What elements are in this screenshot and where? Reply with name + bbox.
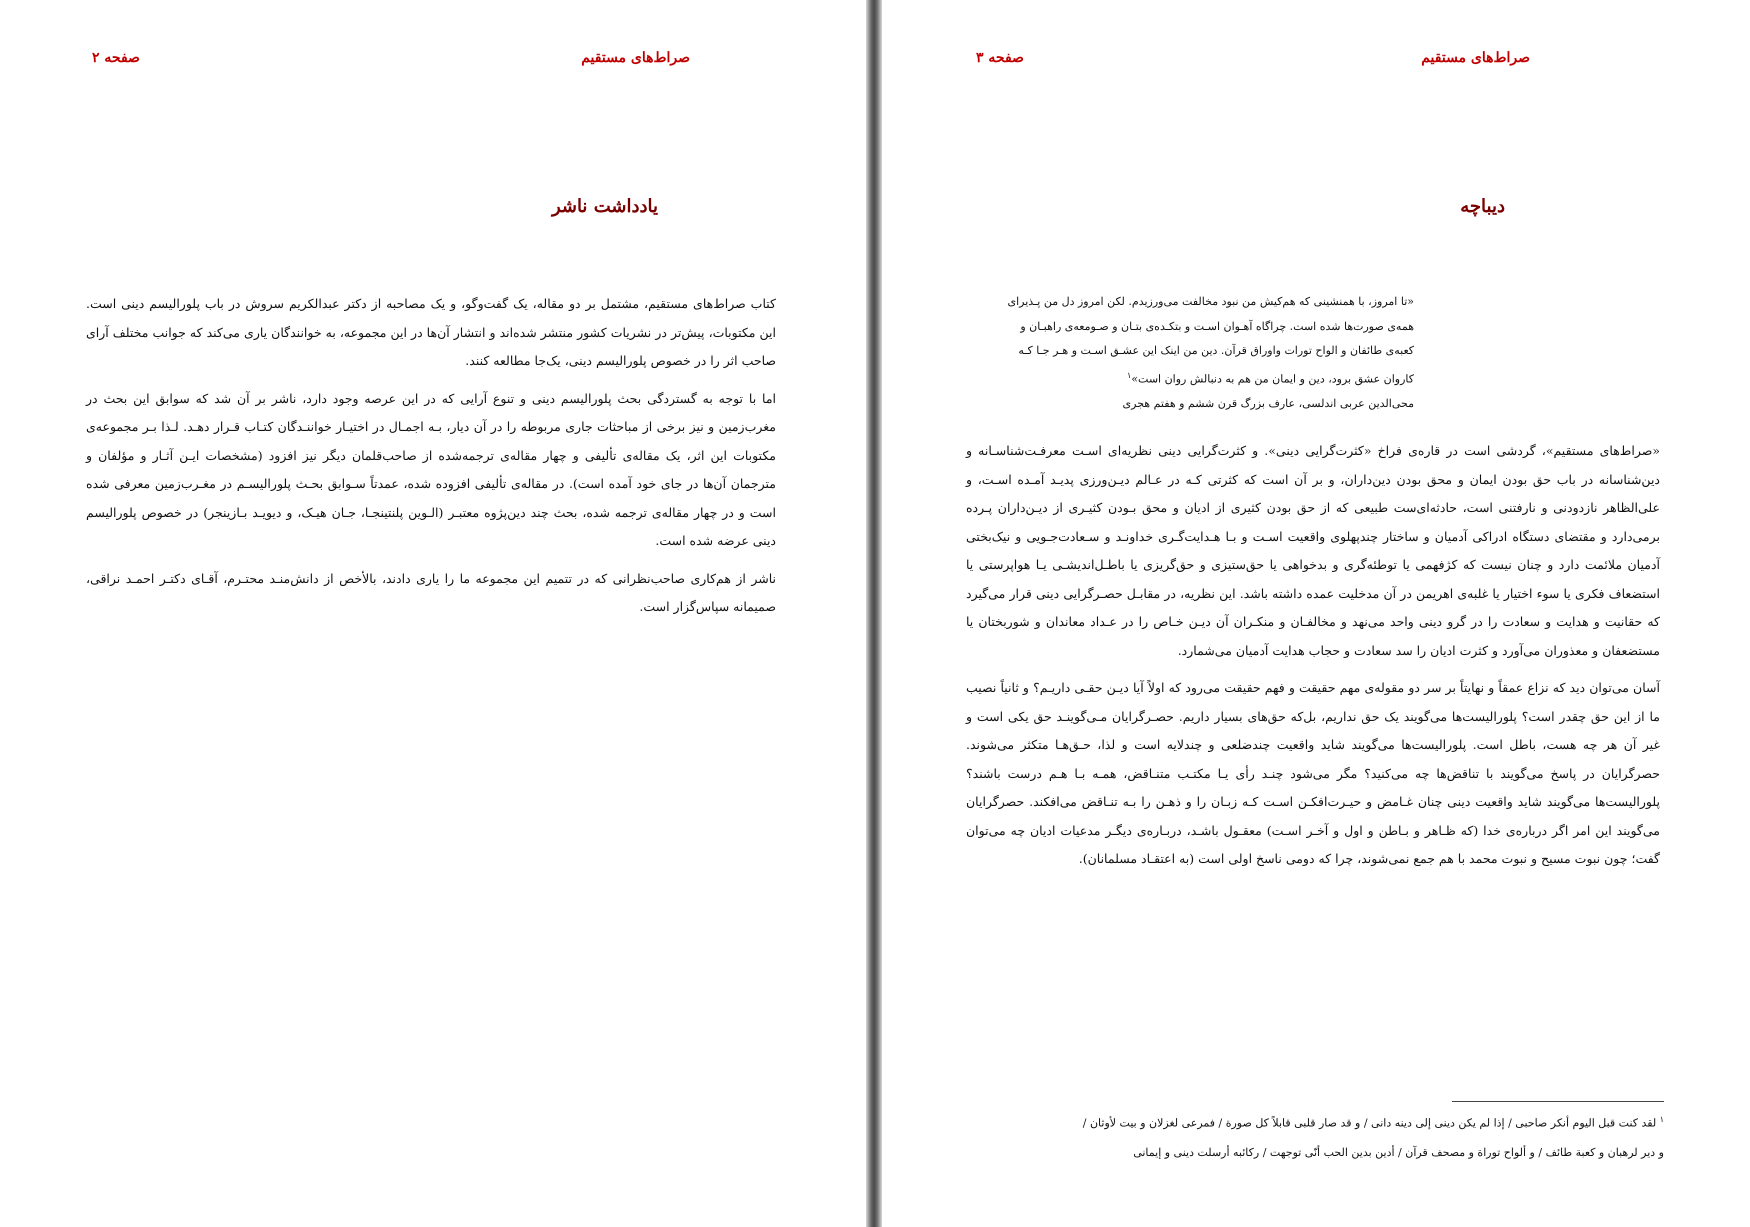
- body-text: [86, 290, 776, 631]
- epigraph-line: «تا امروز، با همنشینی که هم‌کیش من نبود مخالفت می‌ورزیدم. لکن امروز دل من پـذیرای: [1007, 295, 1414, 308]
- running-head-page-number: صفحه ۲: [92, 50, 140, 66]
- footnote-marker[interactable]: ۱: [1126, 370, 1132, 380]
- epigraph-line: کعبه‌ی طائفان و الواح تورات واوراق قرآن. دین من اینک این عشـق اسـت و هـر جـا کـه: [1018, 344, 1414, 357]
- paragraph: اما با توجه به گستردگی بحث پلورالیسم دینی و تنوع آرایی که در این عرصه وجود دارد، ناشر بر آن شد که سوابق این بحث در مغرب‌زمین و نیز برخی از مباحثات جاری مربوطه را در آن دیار، بـه اجمـال در اختیـار خواننـدگان کتـاب قـرار دهـد. لـذا بـر مجموعه‌ی مکتوبات این اثر، یک مقاله‌ی تألیفی و چهار مقاله‌ی ترجمه‌شده از صاحب‌قلمان دیگر نیز افزود (مشخصات ایـن آثـار و مؤلفان و مترجمان آن‌ها در جای خود آمده است). در مقاله‌ی تألیفی افزوده شده، عمدتاً سـوابق بحـث پلورالیسـم در مغـرب‌زمین معرفی شده است و در چهار مقاله‌ی ترجمه شده، بحث چند دین‌پژوه معتبـر (الـوین پلنتینجـا، جـان هیـک، و دیویـد بـازینجر) در خصوص پلورالیسم دینی عرضه شده است.: [86, 390, 776, 548]
- epigraph-line-text: کاروان عشق برود، دین و ایمان من هم به دنبالش روان است»: [1131, 372, 1414, 386]
- epigraph-line: [1004, 364, 1414, 392]
- right-page: [882, 0, 1750, 1227]
- running-head-page-number: صفحه ۳: [976, 50, 1024, 66]
- epigraph: [1004, 290, 1414, 416]
- paragraph: ناشر از هم‌کاری صاحب‌نظرانی که در تتمیم این مجموعه ما را یاری دادند، بالأخص از دانش‌منـد محتـرم، آقـای دکتـر احمـد نراقی، صمیمانه سپاس‌گزار است.: [86, 570, 776, 614]
- section-title: دیباچه: [1460, 196, 1505, 217]
- footnote-line-text: لقد كنت قبل اليوم أنكر صاحبی / إذا لم يكن دينی إلی دينه دانی / و قد صار قلبی قابلاً كل صورة / فمرعی لغزلان و بيت لأوثان /: [1082, 1116, 1657, 1130]
- footnote-line: [984, 1105, 1664, 1138]
- footnote-line: و دير لرهبان و كعبة طائف / و ألواح توراة و مصحف قرآن / أدين بدين الحب أنّی توجهت / ركائبه أرسلت دينی و إيمانی: [1133, 1145, 1664, 1159]
- footnote-number: ۱: [1659, 1115, 1664, 1124]
- paragraph: آسان می‌توان دید که نزاع عمقاً و نهایتاً بر سر دو مقوله‌ی مهم حقیقت و فهم حقیقت می‌رود که اولاً آیا دیـن حقـی داریـم؟ و ثانیاً نصیب ما از این حق چقدر است؟ پلورالیست‌ها می‌گویند یک حق نداریم، بل‌که حق‌های بسیار داریم. حصـرگرایان مـی‌گوینـد حق یکی است و غیر آن هر چه هست، باطل است. پلورالیست‌ها می‌گویند شاید واقعیت چندضلعی و چندلایه است و لذا، حـق‌هـا متکثر می‌شوند. حصرگرایان در پاسخ می‌گویند با تناقض‌ها چه می‌کنید؟ مگر می‌شود چنـد رأی یـا مکتـب متنـاقض، همـه بـا هـم درست باشند؟ پلورالیست‌ها می‌گویند شاید واقعیت دینی چنان غـامض و حیـرت‌افکـن اسـت کـه زبـان را و ذهـن را بـه تنـاقض می‌افکند. حصرگرایان می‌گویند این امر اگر درباره‌ی خدا (که ظـاهر و بـاطن و اول و آخـر اسـت) معقـول باشـد، دربـاره‌ی دیگـر مدعیات ادیان چه می‌توان گفت؛ چون نبوت مسیح و نبوت محمد با هم جمع نمی‌شوند، چرا که دومی ناسخ اولی است (به اعتقـاد مسلمانان).: [966, 680, 1660, 866]
- section-title: یادداشت ناشر: [551, 196, 658, 217]
- footnote-separator: [1452, 1101, 1664, 1102]
- epigraph-attribution: محی‌الدین عربی اندلسی، عارف بزرگ قرن ششم و هفتم هجری: [1122, 396, 1414, 410]
- footnote: [984, 1105, 1664, 1167]
- left-page: [0, 0, 866, 1227]
- running-head-title: صراط‌های مستقیم: [581, 50, 690, 66]
- epigraph-line: همه‌ی صورت‌ها شده است. چراگاه آهـوان اسـت و بتکـده‌ی بتـان و صـومعه‌ی راهبـان و: [1020, 319, 1414, 333]
- body-text: [966, 437, 1660, 883]
- paragraph: «صراط‌های مستقیم»، گردشی است در قاره‌ی فراخ «کثرت‌گرایی دینی». و کثرت‌گرایی دینی نظریه‌ای اسـت معرفـت‌شناسـانه و دین‌شناسانه در باب حق بودن ایمان و محق بودن دین‌داران، و بر آن است که کثرتی کـه در عـالم دیـن‌ورزی پدیـد آمـده اسـت، و علی‌الظاهر نازدودنی و نارفتنی است، حادثه‌ای‌ست طبیعی که از حق بودن کثیری از ادیان و محق بـودن کثیـری از دیـن‌داران پـرده برمی‌دارد و مقتضای دستگاه ادراکی آدمیان و ساختار چندپهلوی واقعیت اسـت و بـا هـدایت‌گـری خداونـد و سـعادت‌جـویی و نیک‌بختی آدمیان ملائمت دارد و چنان نیست که کژفهمی یا توطئه‌گری و بدخواهی یا حق‌ستیزی و حق‌گریزی یا باطـل‌اندیشـی یـا هواپرستی یا استضعاف فکری یا سوء اختیار یا غلبه‌ی اهریمن در آن مدخلیت عمده داشته باشد. این نظریه، در مقابـل حصـرگرایی دینی قرار می‌گیرد که حقانیت و هدایت و سعادت را در گرو دینی واحد می‌نهد و مخالفـان و منکـران آن دیـن خـاص را در عـداد معاندان و شوربختان یا مستضعفان و معذوران می‌آورد و کثرت ادیان را سد سعادت و حجاب هدایت آدمیان می‌شمارد.: [966, 443, 1660, 658]
- running-head-title: صراط‌های مستقیم: [1421, 50, 1530, 66]
- page-gutter: [866, 0, 882, 1227]
- paragraph: کتاب صراط‌های مستقیم، مشتمل بر دو مقاله، یک گفت‌وگو، و یک مصاحبه از دکتر عبدالکریم سروش در باب پلورالیسم دینی است. این مکتوبات، پیش‌تر در نشریات کشور منتشر شده‌اند و انتشار آن‌ها در این مجموعه، به خوانندگان یاری می‌کند که جوانب مختلف آرای صاحب اثر را در خصوص پلورالیسم دینی، یک‌جا مطالعه کنند.: [86, 296, 776, 368]
